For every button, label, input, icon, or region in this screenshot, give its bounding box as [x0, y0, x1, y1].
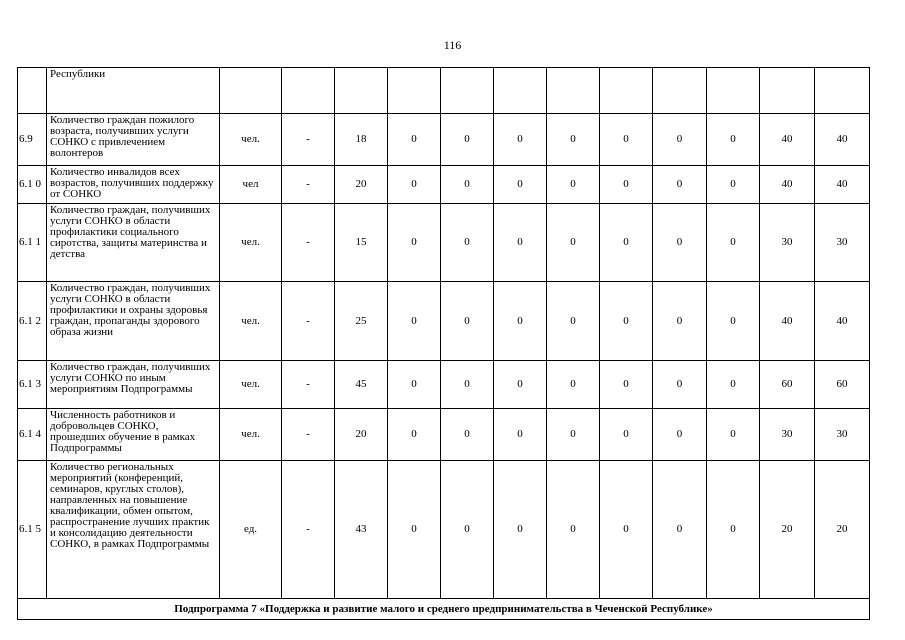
value-cell: 0 — [441, 409, 494, 461]
value-cell: 0 — [494, 114, 547, 166]
section-row — [18, 599, 870, 620]
unit-cell: чел. — [220, 282, 282, 361]
unit-cell: чел. — [220, 361, 282, 409]
value-cell: 30 — [760, 409, 815, 461]
unit-cell: чел. — [220, 204, 282, 282]
row-number-cell: 6.1 3 — [18, 361, 47, 409]
value-cell: 60 — [760, 361, 815, 409]
indicator-name-cell: Количество граждан, получивших услуги СОНКО в области профилактики и охраны здоровья граждан, пропаганды здорового образа жизни — [47, 282, 220, 361]
value-cell: 40 — [815, 282, 870, 361]
value-cell: 40 — [760, 282, 815, 361]
value-cell: 20 — [335, 409, 388, 461]
value-cell: 0 — [547, 204, 600, 282]
value-cell — [441, 68, 494, 114]
value-cell: 40 — [760, 114, 815, 166]
value-cell: 0 — [441, 461, 494, 599]
value-cell: 0 — [494, 361, 547, 409]
value-cell: 0 — [441, 114, 494, 166]
value-cell: 0 — [494, 409, 547, 461]
indicator-name-cell: Количество граждан, получивших услуги СОНКО по иным мероприятиям Подпрограммы — [47, 361, 220, 409]
table-row — [18, 461, 870, 599]
value-cell: 60 — [815, 361, 870, 409]
base-value-cell: - — [282, 282, 335, 361]
row-number-cell: 6.9 — [18, 114, 47, 166]
value-cell: 0 — [707, 282, 760, 361]
value-cell: 0 — [600, 166, 653, 204]
value-cell: 0 — [653, 409, 707, 461]
row-number-cell: 6.1 4 — [18, 409, 47, 461]
table-row — [18, 361, 870, 409]
value-cell — [815, 68, 870, 114]
value-cell: 0 — [388, 409, 441, 461]
value-cell: 0 — [600, 409, 653, 461]
base-value-cell: - — [282, 204, 335, 282]
value-cell: 0 — [547, 114, 600, 166]
value-cell: 30 — [815, 409, 870, 461]
page-number: 116 — [443, 38, 462, 52]
value-cell: 20 — [815, 461, 870, 599]
unit-cell: чел — [220, 166, 282, 204]
indicator-name-cell: Республики — [47, 68, 220, 114]
value-cell: 0 — [494, 166, 547, 204]
base-value-cell: - — [282, 409, 335, 461]
value-cell — [547, 68, 600, 114]
value-cell: 0 — [600, 204, 653, 282]
value-cell: 0 — [388, 282, 441, 361]
value-cell: 0 — [653, 166, 707, 204]
value-cell — [707, 68, 760, 114]
table-row — [18, 204, 870, 282]
value-cell: 0 — [494, 282, 547, 361]
table-row — [18, 114, 870, 166]
unit-cell — [220, 68, 282, 114]
unit-cell: чел. — [220, 409, 282, 461]
indicator-name-cell: Количество граждан пожилого возраста, получивших услуги СОНКО с привлечением волонтеров — [47, 114, 220, 166]
table-row-continuation — [18, 68, 870, 114]
value-cell: 0 — [707, 166, 760, 204]
value-cell: 0 — [600, 114, 653, 166]
value-cell: 25 — [335, 282, 388, 361]
value-cell: 0 — [653, 361, 707, 409]
value-cell — [653, 68, 707, 114]
value-cell: 0 — [653, 204, 707, 282]
table-row — [18, 166, 870, 204]
value-cell: 0 — [600, 282, 653, 361]
value-cell: 0 — [707, 461, 760, 599]
value-cell: 0 — [388, 114, 441, 166]
unit-cell: ед. — [220, 461, 282, 599]
subprogram-7-title: Подпрограмма 7 «Поддержка и развитие малого и среднего предпринимательства в Чеченской Республике» — [18, 599, 870, 620]
base-value-cell: - — [282, 361, 335, 409]
indicator-name-cell: Количество граждан, получивших услуги СОНКО в области профилактики социального сиротства, защиты материнства и детства — [47, 204, 220, 282]
value-cell: 0 — [600, 361, 653, 409]
value-cell: 15 — [335, 204, 388, 282]
row-number-cell: 6.1 2 — [18, 282, 47, 361]
value-cell: 20 — [760, 461, 815, 599]
value-cell: 0 — [653, 114, 707, 166]
value-cell: 0 — [547, 409, 600, 461]
value-cell: 0 — [653, 282, 707, 361]
value-cell: 40 — [815, 166, 870, 204]
row-number-cell: 6.1 1 — [18, 204, 47, 282]
unit-cell: чел. — [220, 114, 282, 166]
value-cell — [282, 68, 335, 114]
value-cell: 0 — [707, 361, 760, 409]
value-cell: 0 — [600, 461, 653, 599]
value-cell: 18 — [335, 114, 388, 166]
base-value-cell: - — [282, 114, 335, 166]
row-number-cell: 6.1 0 — [18, 166, 47, 204]
value-cell: 30 — [815, 204, 870, 282]
value-cell: 0 — [441, 361, 494, 409]
value-cell: 0 — [707, 409, 760, 461]
indicators-table — [17, 67, 870, 620]
base-value-cell: - — [282, 461, 335, 599]
table-row — [18, 409, 870, 461]
value-cell — [335, 68, 388, 114]
value-cell: 0 — [388, 204, 441, 282]
value-cell: 0 — [441, 204, 494, 282]
value-cell: 0 — [388, 361, 441, 409]
value-cell: 0 — [547, 166, 600, 204]
value-cell: 0 — [441, 282, 494, 361]
value-cell — [760, 68, 815, 114]
value-cell: 0 — [653, 461, 707, 599]
value-cell: 0 — [707, 114, 760, 166]
value-cell: 45 — [335, 361, 388, 409]
value-cell: 0 — [547, 282, 600, 361]
value-cell: 0 — [707, 204, 760, 282]
value-cell: 43 — [335, 461, 388, 599]
value-cell: 0 — [441, 166, 494, 204]
value-cell: 0 — [494, 461, 547, 599]
value-cell: 0 — [388, 166, 441, 204]
value-cell: 30 — [760, 204, 815, 282]
row-number-cell — [18, 68, 47, 114]
table-row — [18, 282, 870, 361]
value-cell — [600, 68, 653, 114]
value-cell: 0 — [388, 461, 441, 599]
base-value-cell: - — [282, 166, 335, 204]
value-cell: 40 — [760, 166, 815, 204]
value-cell: 20 — [335, 166, 388, 204]
value-cell — [388, 68, 441, 114]
indicator-name-cell: Количество инвалидов всех возрастов, получивших поддержку от СОНКО — [47, 166, 220, 204]
value-cell: 0 — [547, 361, 600, 409]
value-cell: 40 — [815, 114, 870, 166]
value-cell: 0 — [547, 461, 600, 599]
row-number-cell: 6.1 5 — [18, 461, 47, 599]
indicator-name-cell: Численность работников и добровольцев СОНКО, прошедших обучение в рамках Подпрограммы — [47, 409, 220, 461]
value-cell: 0 — [494, 204, 547, 282]
value-cell — [494, 68, 547, 114]
indicator-name-cell: Количество региональных мероприятий (конференций, семинаров, круглых столов), направленных на повышение квалификации, обмен опытом, распространение лучших практик и консолидацию деятельности СОНКО, в рамках Подпрограммы — [47, 461, 220, 599]
